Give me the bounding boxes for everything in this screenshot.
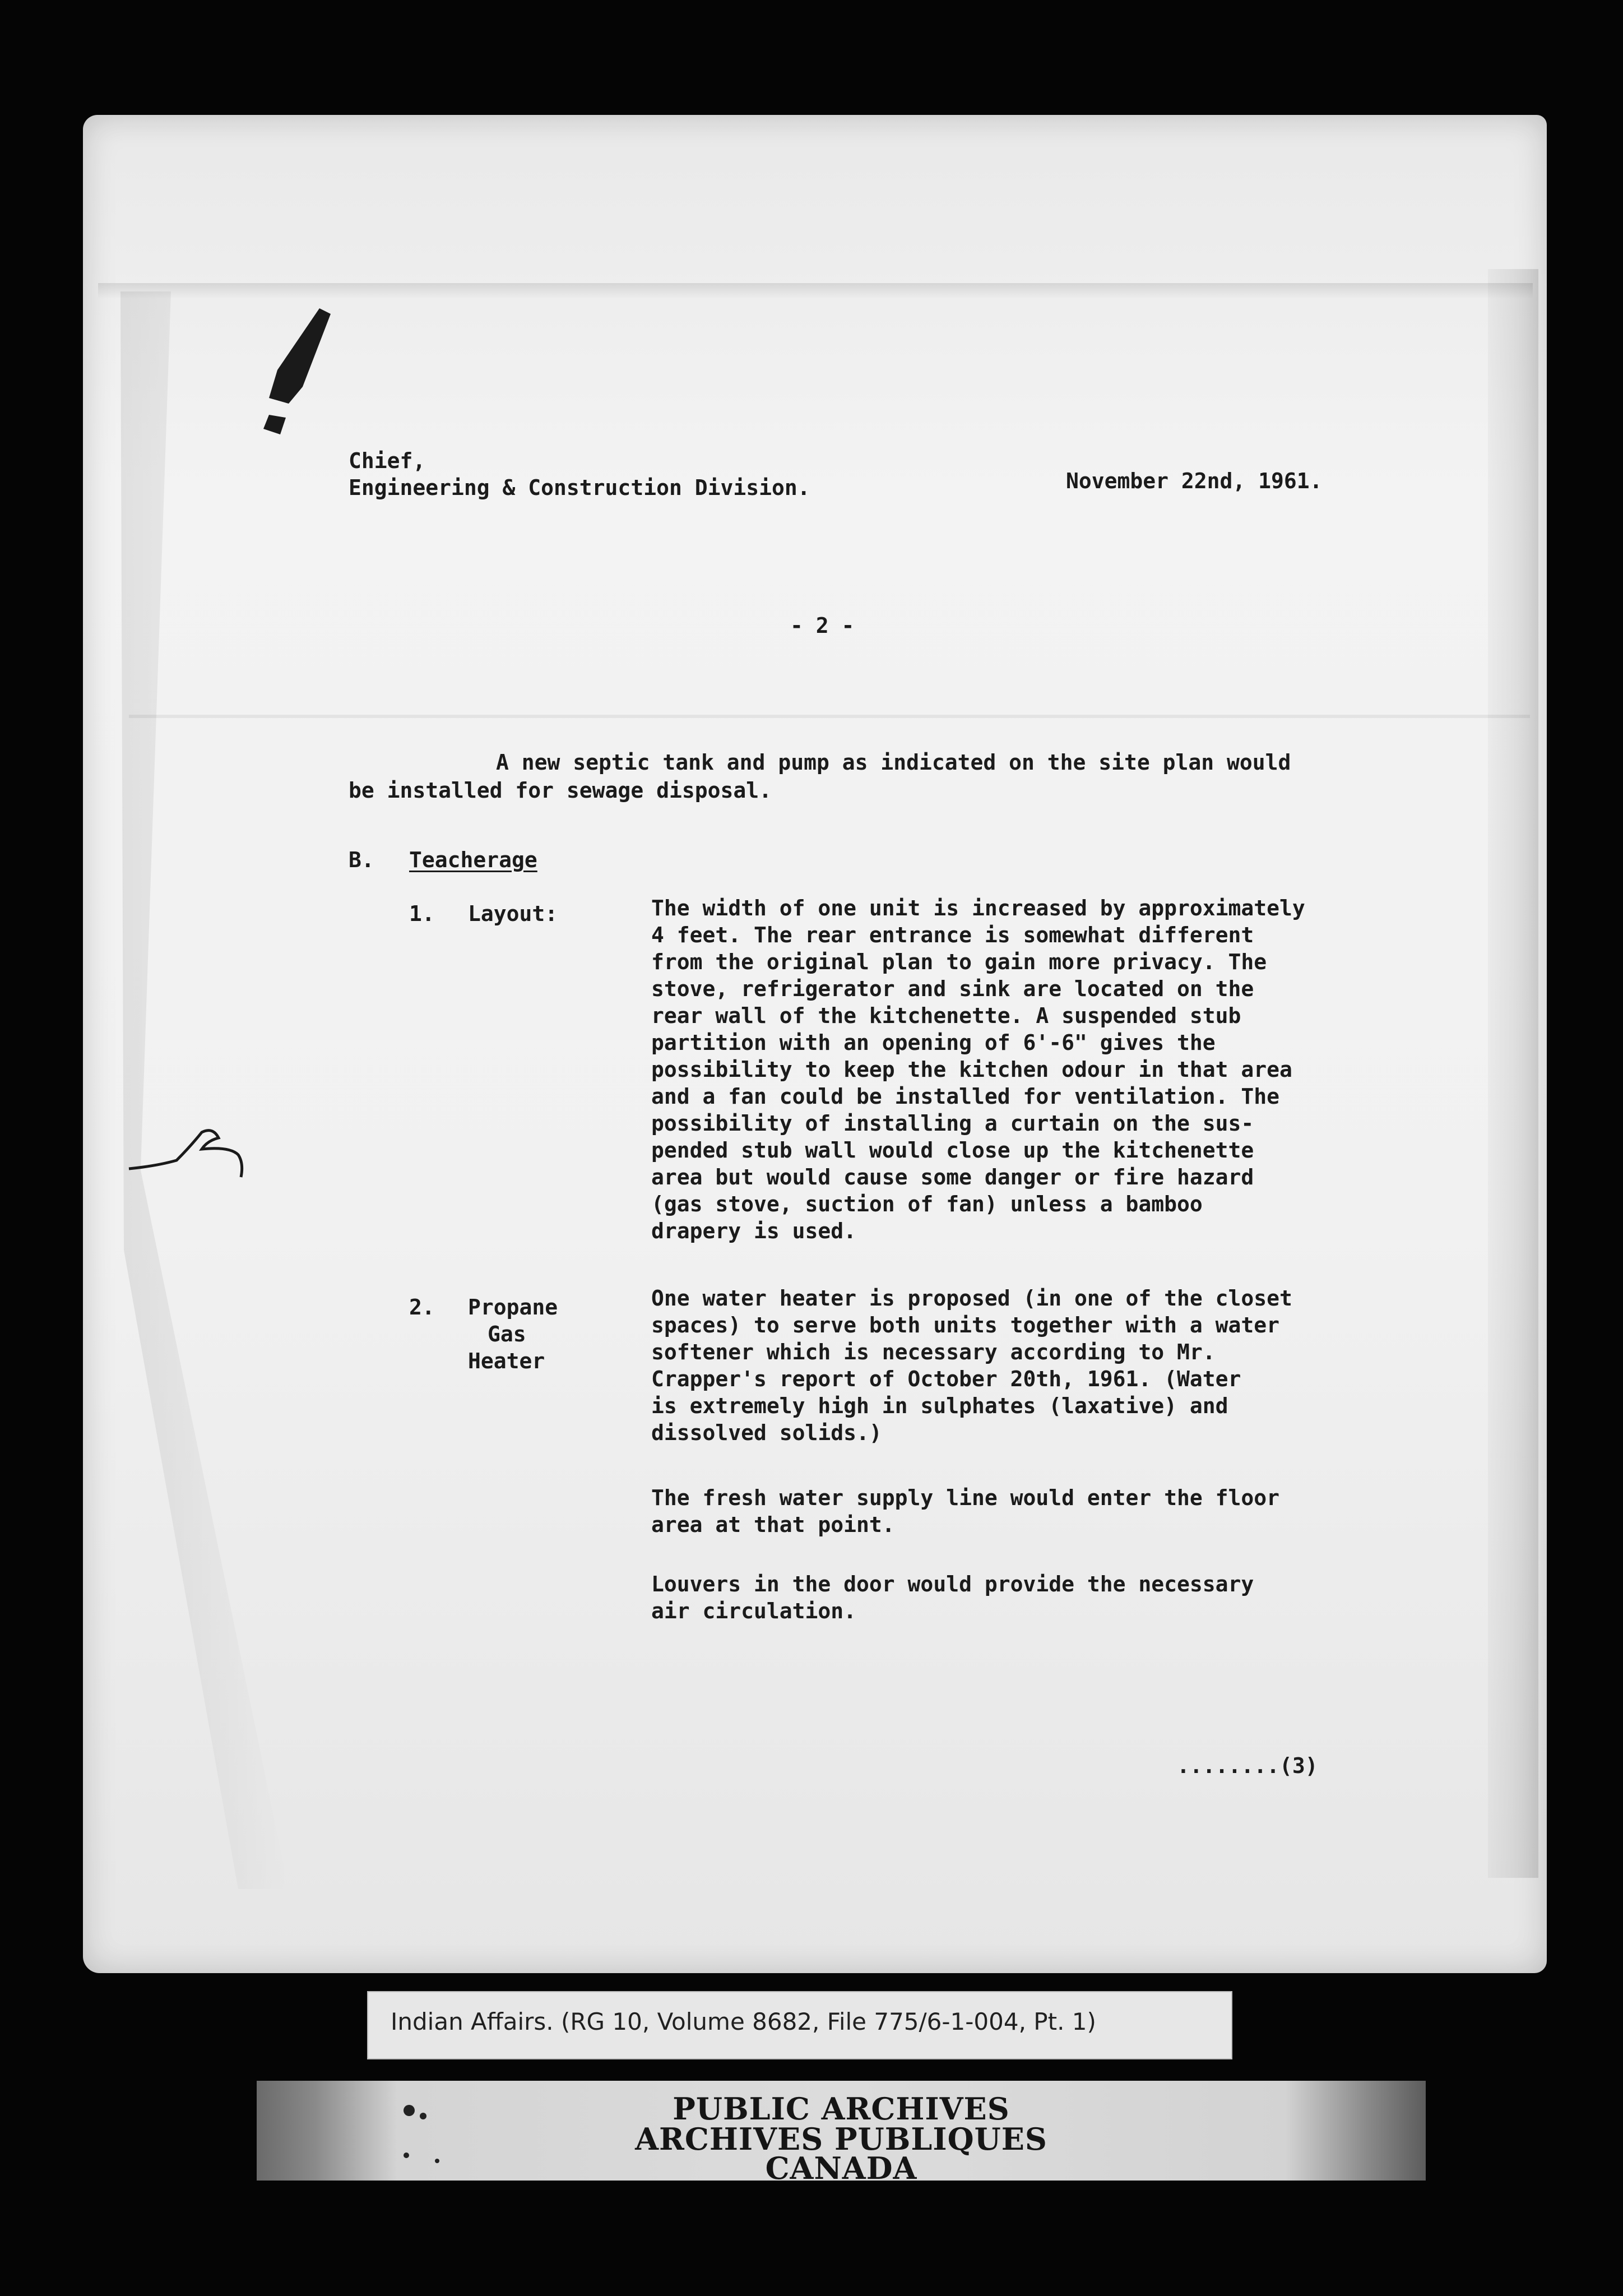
item-1-line: possibility of installing a curtain on the sus- [651, 1111, 1254, 1136]
intro-line-1: A new septic tank and pump as indicated on the site plan would [496, 750, 1291, 775]
stamp-line-2: ARCHIVES PUBLIQUES [635, 2121, 1047, 2157]
item-1-line: pended stub wall would close up the kitchenette [651, 1138, 1254, 1163]
item-2-label-line: Propane [468, 1295, 558, 1320]
item-1-line: and a fan could be installed for ventilation. The [651, 1084, 1280, 1109]
continuation-marker: ........(3) [1177, 1753, 1318, 1778]
paper-edge-shadow [1488, 269, 1538, 1878]
item-2-para-1-line: is extremely high in sulphates (laxative) and [651, 1394, 1228, 1418]
addressee-line-1: Chief, [349, 448, 426, 473]
item-2-para-2-line: The fresh water supply line would enter the floor [651, 1485, 1280, 1510]
item-1-line: The width of one unit is increased by approximately [651, 896, 1305, 920]
item-2-label-line: Heater [468, 1349, 545, 1373]
item-2-para-1-line: Crapper's report of October 20th, 1961. (Water [651, 1367, 1241, 1391]
section-title: Teacherage [409, 848, 537, 872]
stamp-blemish [392, 2094, 460, 2178]
paper-fold [98, 283, 1533, 299]
item-2-para-1-line: softener which is necessary according to Mr. [651, 1340, 1216, 1364]
item-2-para-1-line: dissolved solids.) [651, 1420, 882, 1445]
item-1-line: (gas stove, suction of fan) unless a bamboo [651, 1192, 1203, 1216]
item-1-line: drapery is used. [651, 1219, 857, 1243]
addressee-line-2: Engineering & Construction Division. [349, 475, 810, 500]
ink-smudge [235, 303, 342, 448]
letter-date: November 22nd, 1961. [1066, 469, 1323, 493]
item-2-para-3-line: Louvers in the door would provide the necessary [651, 1572, 1254, 1596]
item-1-line: stove, refrigerator and sink are located on the [651, 976, 1254, 1001]
paper-crease [129, 715, 1530, 718]
item-1-line: 4 feet. The rear entrance is somewhat different [651, 923, 1254, 947]
section-letter: B. [349, 848, 374, 872]
item-2-para-3-line: air circulation. [651, 1599, 857, 1623]
archive-reference-label [367, 1991, 1232, 2059]
stamp-line-1: PUBLIC ARCHIVES [673, 2091, 1010, 2127]
intro-line-2: be installed for sewage disposal. [349, 778, 772, 803]
item-1-line: possibility to keep the kitchen odour in that area [651, 1057, 1292, 1082]
item-2-para-1-line: spaces) to serve both units together with a water [651, 1313, 1280, 1337]
item-2-label-line: Gas [488, 1322, 526, 1346]
item-2-para-1-line: One water heater is proposed (in one of the closet [651, 1286, 1292, 1311]
page-number: - 2 - [790, 613, 855, 638]
item-1-line: from the original plan to gain more privacy. The [651, 950, 1267, 974]
item-2-number: 2. [409, 1295, 435, 1320]
item-1-line: rear wall of the kitchenette. A suspended stub [651, 1003, 1241, 1028]
item-2-para-2-line: area at that point. [651, 1512, 895, 1537]
item-1-label: Layout: [468, 901, 558, 926]
stamp-line-3: CANADA [765, 2150, 917, 2186]
archive-reference-text: Indian Affairs. (RG 10, Volume 8682, File 775/6-1-004, Pt. 1) [391, 2008, 1096, 2035]
handwritten-mark [123, 1115, 269, 1194]
item-1-line: partition with an opening of 6'-6" gives the [651, 1030, 1216, 1055]
item-1-number: 1. [409, 901, 435, 926]
item-1-line: area but would cause some danger or fire hazard [651, 1165, 1254, 1189]
